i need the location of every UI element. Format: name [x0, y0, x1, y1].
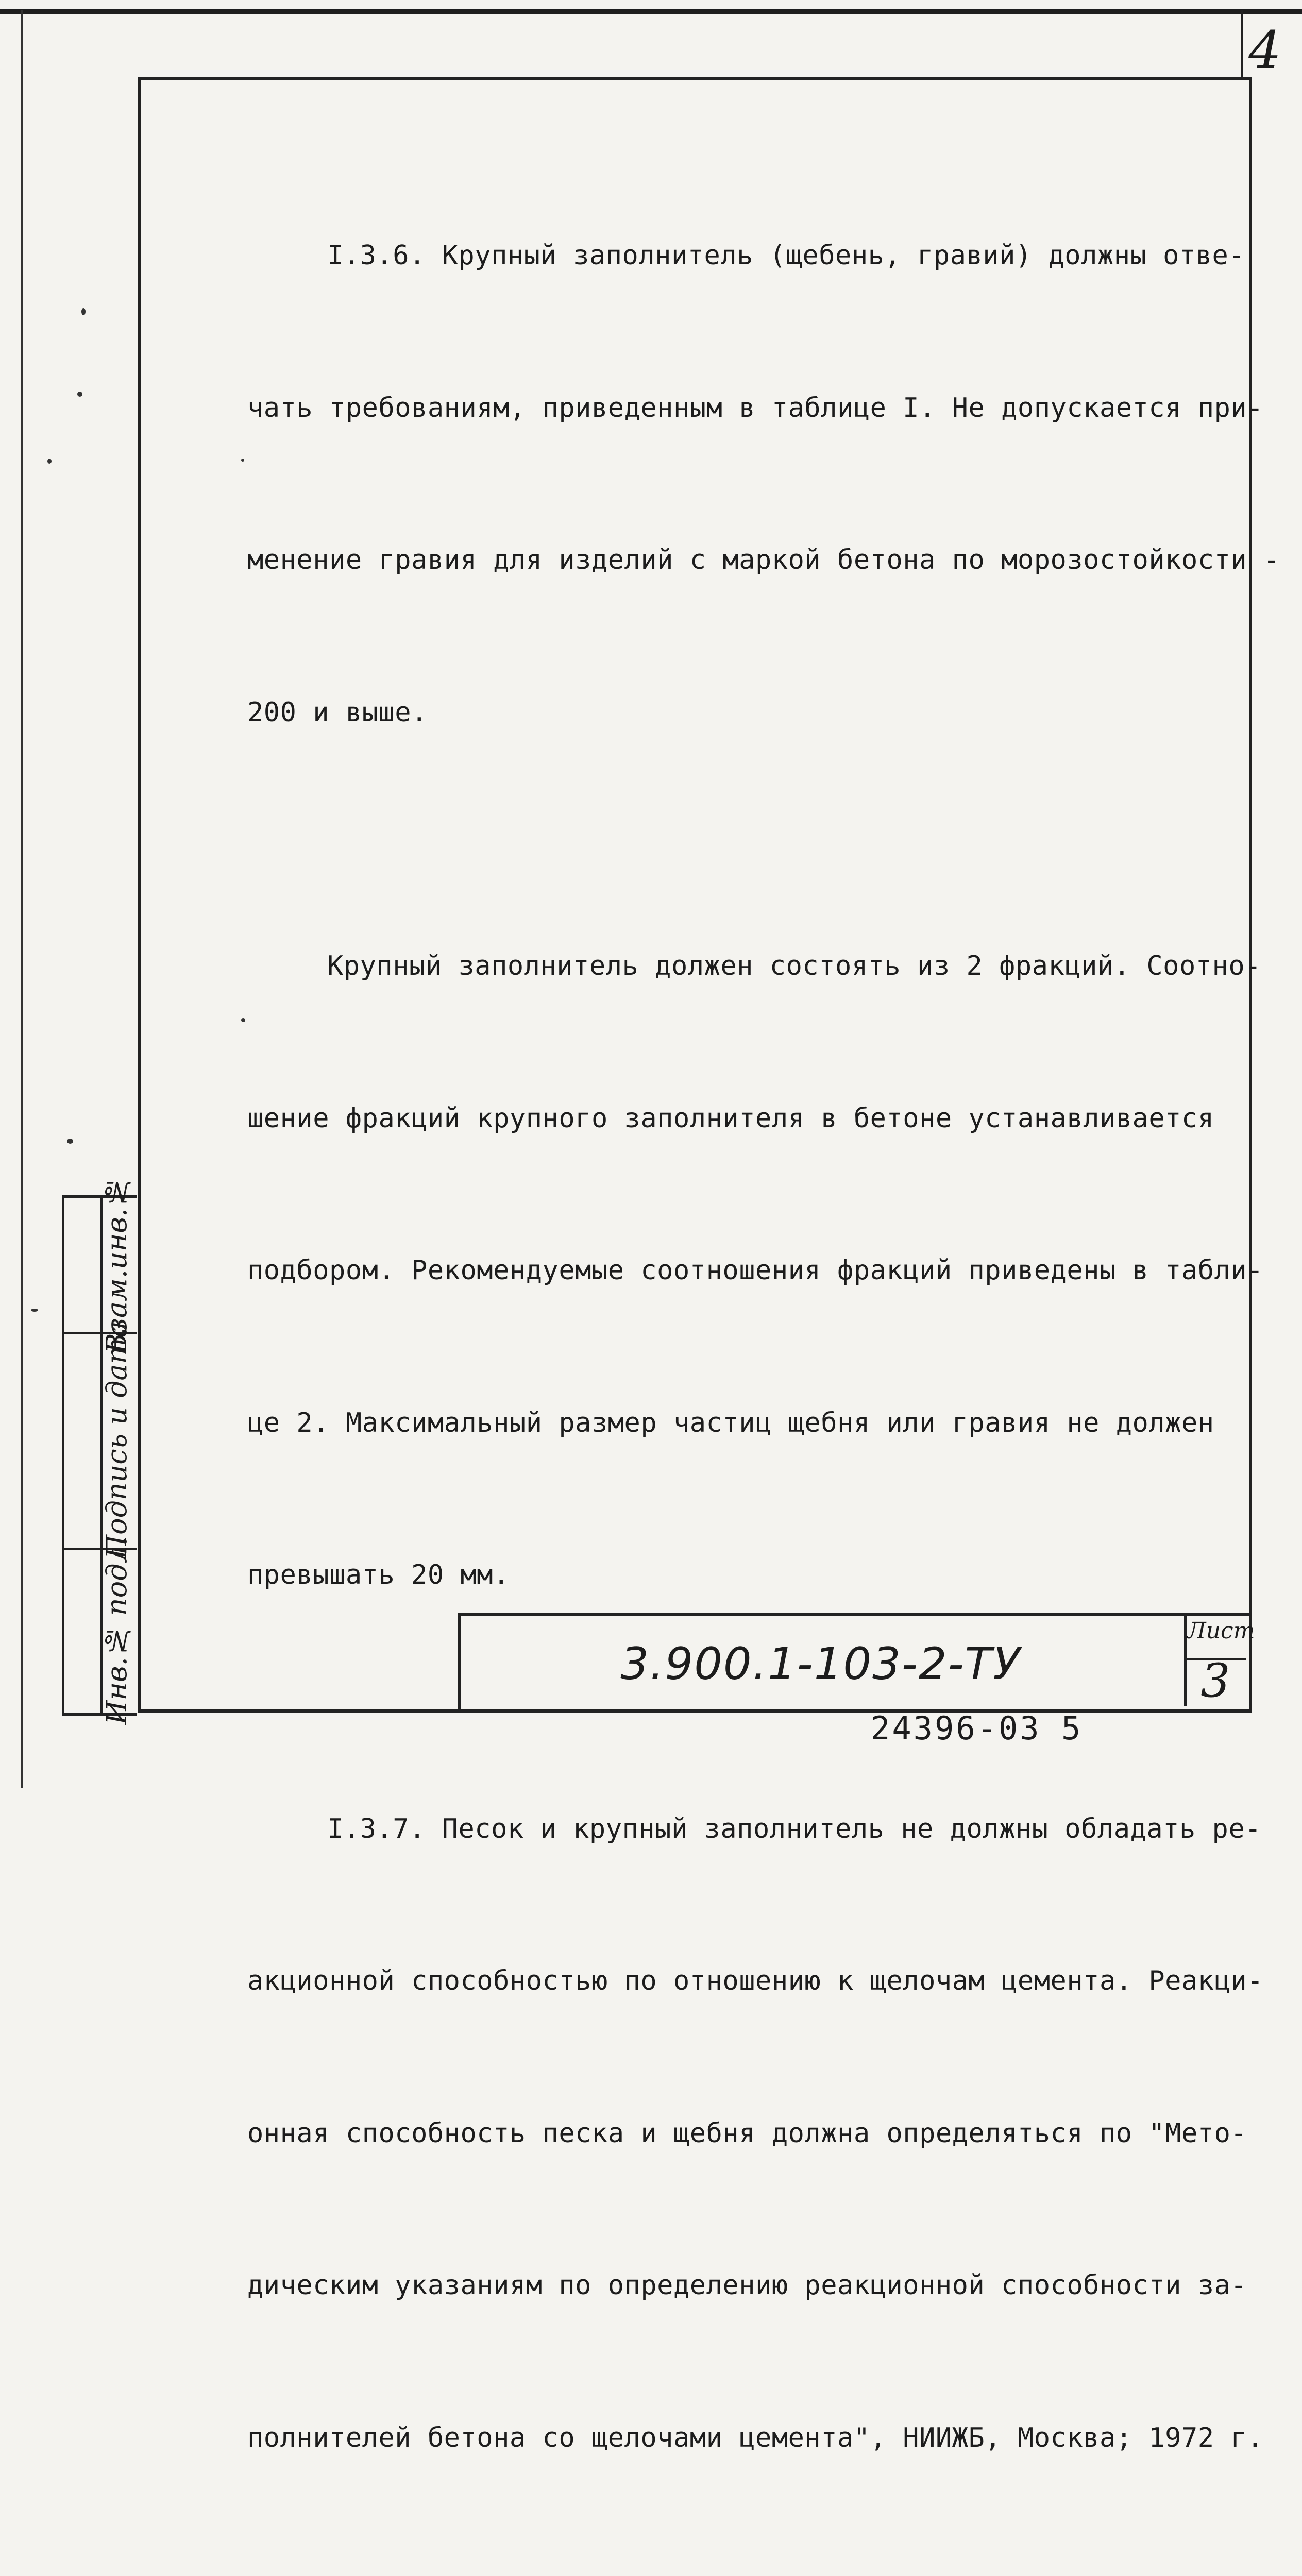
text-line: превышать 20 мм.	[247, 1560, 510, 1590]
scan-speck	[47, 459, 52, 464]
scan-speck	[67, 1139, 73, 1144]
side-stamp-sign-label: Подпись и дата	[100, 1321, 133, 1559]
scan-speck	[77, 392, 82, 397]
side-stamp-inv-cell	[64, 1536, 137, 1725]
side-stamp-sign-cell	[64, 1321, 137, 1559]
text-line: I.3.6. Крупный заполнитель (щебень, гравий) должны отве-	[327, 240, 1245, 271]
sheet-number: 3	[1200, 1654, 1230, 1708]
text-line: менение гравия для изделий с маркой бетона по морозостойкости -	[247, 545, 1280, 575]
document-code: 3.900.1-103-2-ТУ	[620, 1638, 1021, 1690]
scan-speck	[241, 459, 244, 462]
scan-speck	[241, 1018, 245, 1022]
archive-page: 5	[1061, 1709, 1081, 1747]
paragraph-1-3-8	[247, 2565, 1244, 2576]
paragraph-1-3-6	[247, 129, 1280, 839]
archive-number: 24396-03	[871, 1709, 1041, 1747]
text-line: чать требованиям, приведенным в таблице I. Не допускается при-	[247, 392, 1264, 423]
text-line: акционной способностью по отношению к щелочам цемента. Реакци-	[247, 1965, 1264, 1996]
text-line: дическим указаниям по определению реакционной способности за-	[247, 2270, 1247, 2301]
side-stamp-replace-label: Взам.инв.№	[100, 1176, 133, 1354]
paragraph-1-3-7	[247, 1702, 1264, 2565]
paragraph-coarse-fractions	[247, 839, 1264, 1708]
document-body	[247, 129, 1280, 2576]
text-line: I.3.7. Песок и крупный заполнитель не должны обладать ре-	[327, 1813, 1261, 1844]
scan-speck	[81, 308, 86, 315]
side-stamp-replace-cell	[64, 1176, 137, 1354]
side-stamp	[62, 1176, 137, 1725]
text-line: це 2. Максимальный размер частиц щебня или гравия не должен	[247, 1407, 1214, 1438]
text-line: полнителей бетона со щелочами цемента", НИИЖБ, Москва; 1972 г.	[247, 2422, 1264, 2453]
side-stamp-inv-label: Инв.№ подл.	[100, 1536, 133, 1725]
text-line: шение фракций крупного заполнителя в бетоне устанавливается	[247, 1103, 1214, 1134]
text-line: подбором. Рекомендуемые соотношения фракций приведены в табли-	[247, 1255, 1264, 1286]
scan-speck	[31, 1309, 38, 1312]
text-line: онная способность песка и щебня должна определяться по "Мето-	[247, 2117, 1247, 2149]
text-line: Крупный заполнитель должен состоять из 2 фракций. Соотно-	[327, 951, 1261, 981]
left-binding-line	[21, 10, 23, 1788]
text-line: 200 и выше.	[247, 697, 428, 728]
page-number: 4	[1248, 20, 1281, 80]
sheet-label: Лист	[1187, 1618, 1255, 1644]
top-border-line	[0, 9, 1302, 14]
